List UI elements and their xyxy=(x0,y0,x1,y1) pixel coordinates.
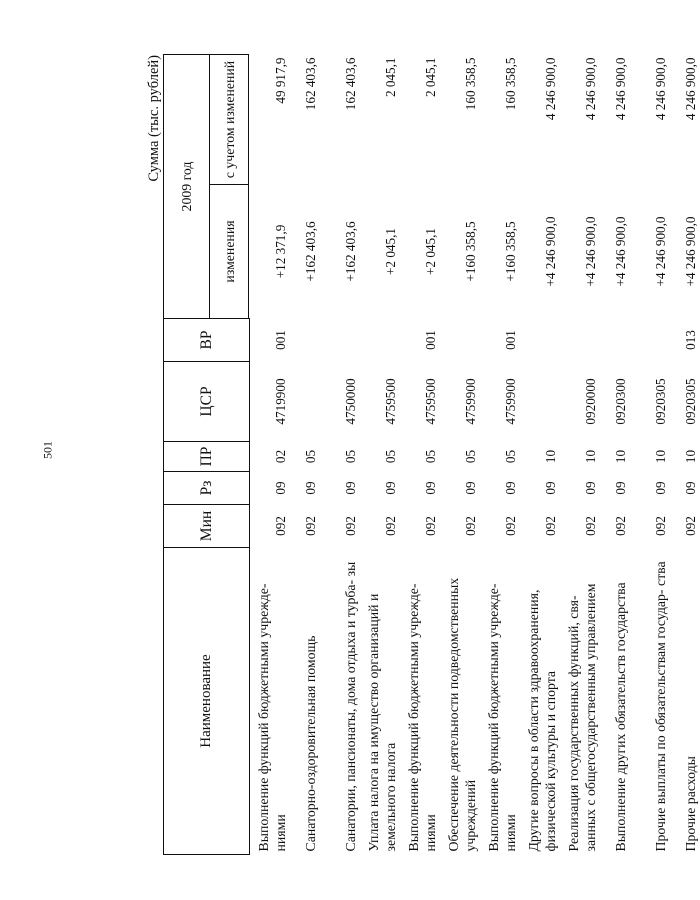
row-change: +4 246 900,0 xyxy=(543,216,558,287)
row-pr: 05 xyxy=(343,449,358,464)
row-rz: 09 xyxy=(653,481,668,495)
header-changes: изменения xyxy=(210,185,249,319)
row-change: +2 045,1 xyxy=(383,228,398,275)
row-csr: 0920305 xyxy=(683,378,698,425)
row-change: +160 358,5 xyxy=(503,221,518,282)
row-rz: 09 xyxy=(583,481,598,495)
table-row xyxy=(670,54,700,854)
row-rz: 09 xyxy=(613,481,628,495)
table-row xyxy=(520,54,560,854)
row-total: 4 246 900,0 xyxy=(543,57,558,121)
row-rz: 09 xyxy=(343,481,358,495)
row-rz: 09 xyxy=(303,481,318,495)
row-total: 160 358,5 xyxy=(463,57,478,111)
row-min: 092 xyxy=(683,516,698,536)
table-row xyxy=(250,54,291,854)
row-name: Другие вопросы в области здравоохранения, физической культуры и спорта xyxy=(526,589,558,852)
row-name: Обеспечение деятельности подведомственных учреждений xyxy=(446,577,478,852)
row-vr xyxy=(560,319,600,362)
row-min: 092 xyxy=(383,516,398,536)
row-min: 092 xyxy=(273,516,288,536)
row-total: 49 917,9 xyxy=(273,57,288,104)
row-name: Реализация государственных функций, свя- занных с общегосударственным управлением xyxy=(566,583,598,852)
row-csr: 0920000 xyxy=(583,378,598,425)
row-total: 162 403,6 xyxy=(343,57,358,111)
row-pr: 05 xyxy=(303,449,318,464)
row-total: 4 246 900,0 xyxy=(653,57,668,121)
row-vr xyxy=(440,319,480,362)
row-csr: 4750000 xyxy=(343,378,358,425)
row-vr xyxy=(290,319,320,362)
row-pr: 10 xyxy=(543,449,558,464)
row-rz: 09 xyxy=(503,481,518,495)
row-change: +4 246 900,0 xyxy=(683,216,698,287)
table-row xyxy=(360,54,400,854)
row-csr: 4759900 xyxy=(463,378,478,425)
row-change: +4 246 900,0 xyxy=(613,216,628,287)
header-csr: ЦСР xyxy=(164,362,250,442)
row-csr: 4759500 xyxy=(383,378,398,425)
row-total: 160 358,5 xyxy=(503,57,518,111)
row-name: Санаторно-оздоровительная помощь xyxy=(303,635,318,852)
header-pr: ПР xyxy=(164,442,250,472)
row-min: 092 xyxy=(343,516,358,536)
row-vr xyxy=(520,319,560,362)
row-name: Выполнение других обязательств государства xyxy=(613,582,628,852)
row-min: 092 xyxy=(423,516,438,536)
row-rz: 09 xyxy=(463,481,478,495)
header-rz: Рз xyxy=(164,472,250,505)
row-total: 162 403,6 xyxy=(303,57,318,111)
unit-caption: Сумма (тыс. рублей) xyxy=(146,55,162,182)
row-change: +162 403,6 xyxy=(343,221,358,282)
row-min: 092 xyxy=(583,516,598,536)
table-row xyxy=(320,54,360,854)
row-csr: 4759500 xyxy=(423,378,438,425)
row-pr: 05 xyxy=(463,449,478,464)
row-csr: 4759900 xyxy=(503,378,518,425)
page-number: 501 xyxy=(40,441,55,459)
row-min: 092 xyxy=(613,516,628,536)
row-min: 092 xyxy=(503,516,518,536)
row-vr xyxy=(600,319,630,362)
table-row xyxy=(400,54,440,854)
row-total: 4 246 900,0 xyxy=(583,57,598,121)
row-change: +160 358,5 xyxy=(463,221,478,282)
row-change: +4 246 900,0 xyxy=(583,216,598,287)
row-pr: 02 xyxy=(273,449,288,464)
row-pr: 05 xyxy=(423,449,438,464)
row-total: 2 045,1 xyxy=(383,57,398,98)
row-rz: 09 xyxy=(273,481,288,495)
row-rz: 09 xyxy=(383,481,398,495)
row-pr: 10 xyxy=(613,449,628,464)
row-min: 092 xyxy=(653,516,668,536)
row-total: 2 045,1 xyxy=(423,57,438,98)
row-vr xyxy=(360,319,400,362)
row-rz: 09 xyxy=(543,481,558,495)
table-row xyxy=(440,54,480,854)
table-row xyxy=(480,54,520,854)
row-pr: 10 xyxy=(653,449,668,464)
row-rz: 09 xyxy=(423,481,438,495)
row-pr: 05 xyxy=(503,449,518,464)
table-row xyxy=(560,54,600,854)
row-name: Выполнение функций бюджетными учрежде- ниями xyxy=(406,583,438,852)
row-rz: 09 xyxy=(683,481,698,495)
row-total: 4 246 900,0 xyxy=(683,57,698,121)
row-change: +12 371,9 xyxy=(273,224,288,279)
row-min: 092 xyxy=(463,516,478,536)
row-vr: 001 xyxy=(423,330,438,350)
budget-table xyxy=(163,54,700,855)
row-change: +2 045,1 xyxy=(423,228,438,275)
row-min: 092 xyxy=(303,516,318,536)
row-change: +4 246 900,0 xyxy=(653,216,668,287)
row-name: Прочие расходы xyxy=(683,756,698,852)
row-csr xyxy=(290,362,320,442)
row-csr: 0920305 xyxy=(653,378,668,425)
row-vr: 001 xyxy=(503,330,518,350)
row-change: +162 403,6 xyxy=(303,221,318,282)
header-year: 2009 год xyxy=(164,54,210,318)
table-row xyxy=(290,54,320,854)
row-csr: 4719900 xyxy=(273,378,288,425)
row-name: Выполнение функций бюджетными учрежде- ниями xyxy=(256,583,288,852)
row-name: Санатории, пансионаты, дома отдыха и турба- зы xyxy=(343,561,358,852)
header-name: Наименование xyxy=(164,548,250,855)
row-pr: 10 xyxy=(583,449,598,464)
row-name: Прочие выплаты по обязательствам государ- ства xyxy=(653,561,668,852)
row-name: Выполнение функций бюджетными учрежде- ниями xyxy=(486,583,518,852)
row-total: 4 246 900,0 xyxy=(613,57,628,121)
row-vr: 013 xyxy=(683,330,698,350)
table-row xyxy=(630,54,670,854)
row-min: 092 xyxy=(543,516,558,536)
header-vr: ВР xyxy=(164,319,250,362)
row-pr: 10 xyxy=(683,449,698,464)
row-pr: 05 xyxy=(383,449,398,464)
row-vr xyxy=(320,319,360,362)
row-vr: 001 xyxy=(273,330,288,350)
row-csr: 0920300 xyxy=(613,378,628,425)
row-name: Уплата налога на имущество организаций и земельного налога xyxy=(366,593,398,852)
header-min: Мин xyxy=(164,505,250,548)
rotated-budget-page xyxy=(145,55,698,855)
header-with-changes: с учетом изменений xyxy=(210,54,249,184)
table-row xyxy=(600,54,630,854)
row-vr xyxy=(630,319,670,362)
row-csr xyxy=(520,362,560,442)
